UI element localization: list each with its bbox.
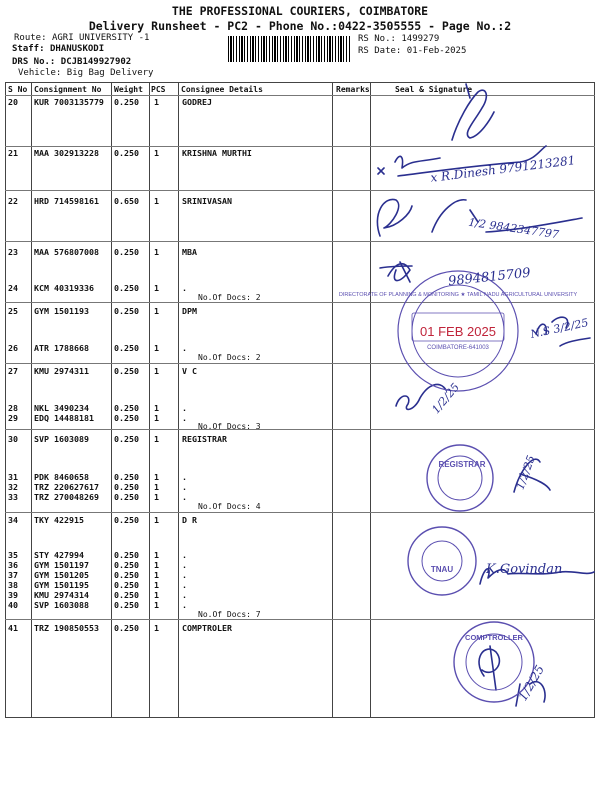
cell-pcs: 1: [154, 366, 159, 376]
comptroller-stamp-text: COMPTROLLER: [465, 633, 523, 642]
cell-pcs: 1: [154, 97, 159, 107]
cell-weight: 0.650: [114, 196, 139, 206]
cell-consignee: DPM: [182, 306, 197, 316]
tnau-stamp: [408, 527, 476, 595]
rs-no-label: RS No.:: [358, 34, 396, 44]
cell-weight: 0.250: [114, 623, 139, 633]
cell-consignment: STY 427994: [34, 550, 84, 560]
cell-sno: 34: [8, 515, 18, 525]
cell-consignment: EDQ 14488181: [34, 413, 94, 423]
vehicle-value: Big Bag Delivery: [66, 68, 154, 78]
cell-weight: 0.250: [114, 306, 139, 316]
route-label: Route:: [14, 33, 47, 43]
cell-sno: 37: [8, 570, 18, 580]
cell-consignee: .: [182, 600, 187, 610]
handwriting-row22: 1/2 9842347797: [467, 215, 560, 242]
cell-consignee: COMPTROLER: [182, 623, 232, 633]
cell-weight: 0.250: [114, 97, 139, 107]
cell-consignee: .: [182, 413, 187, 423]
cell-sno: 29: [8, 413, 18, 423]
cell-weight: 0.250: [114, 434, 139, 444]
cell-consignment: SVP 1603088: [34, 600, 89, 610]
handwriting-row21: x R.Dinesh 9791213281: [429, 153, 577, 185]
dpm-city: COIMBATORE-641003: [427, 345, 489, 351]
cell-pcs: 1: [154, 283, 159, 293]
cell-consignee: D R: [182, 515, 197, 525]
cell-consignment: NKL 3490234: [34, 403, 89, 413]
cell-consignment: KUR 7003135779: [34, 97, 104, 107]
rs-no-value: 1499279: [401, 34, 440, 44]
cell-weight: 0.250: [114, 590, 139, 600]
cell-weight: 0.250: [114, 403, 139, 413]
cell-pcs: 1: [154, 560, 159, 570]
cell-sno: 38: [8, 580, 18, 590]
cell-weight: 0.250: [114, 343, 139, 353]
cell-consignee: V C: [182, 366, 197, 376]
cell-sno: 28: [8, 403, 18, 413]
cell-pcs: 1: [154, 492, 159, 502]
cell-consignee: .: [182, 283, 187, 293]
cell-consignee: .: [182, 570, 187, 580]
cell-sno: 32: [8, 482, 18, 492]
cell-sno: 25: [8, 306, 18, 316]
cell-weight: 0.250: [114, 515, 139, 525]
cell-sno: 35: [8, 550, 18, 560]
vehicle-label: Vehicle:: [18, 68, 62, 78]
cell-consignment: GYM 1501195: [34, 580, 89, 590]
cell-pcs: 1: [154, 623, 159, 633]
col-header-pcs: PCS: [151, 85, 166, 94]
cell-pcs: 1: [154, 148, 159, 158]
cell-pcs: 1: [154, 472, 159, 482]
cell-consignment: ATR 1788668: [34, 343, 89, 353]
cell-consignee: .: [182, 590, 187, 600]
cell-sno: 31: [8, 472, 18, 482]
cell-pcs: 1: [154, 570, 159, 580]
rs-date-label: RS Date:: [358, 46, 402, 56]
tnau-stamp-text: TNAU: [430, 565, 454, 574]
cell-weight: 0.250: [114, 247, 139, 257]
cell-sno: 30: [8, 434, 18, 444]
handwriting-row28: 1/2/25: [429, 380, 463, 417]
dpm-ring-text: DIRECTORATE OF PLANNING & MONITORING ★ TAMIL NADU AGRICULTURAL UNIVERSITY: [338, 292, 578, 298]
drs-value: DCJB149927902: [60, 57, 132, 67]
cell-weight: 0.250: [114, 482, 139, 492]
cell-consignee: .: [182, 492, 187, 502]
col-header-sno: S No: [8, 85, 28, 94]
col-header-weight: Weight: [114, 85, 143, 94]
cell-pcs: 1: [154, 515, 159, 525]
cell-pcs: 1: [154, 550, 159, 560]
cell-pcs: 1: [154, 590, 159, 600]
cell-weight: 0.250: [114, 472, 139, 482]
registrar-stamp: [427, 445, 493, 511]
cell-consignment: HRD 714598161: [34, 196, 99, 206]
cell-consignment: GYM 1501205: [34, 570, 89, 580]
cell-sno: 39: [8, 590, 18, 600]
cell-pcs: 1: [154, 434, 159, 444]
staff-value: DHANUSKODI: [49, 44, 105, 54]
registrar-stamp-text: REGISTRAR: [438, 460, 486, 469]
handwriting-row23: 9894815709: [447, 265, 532, 290]
cell-pcs: 1: [154, 306, 159, 316]
cell-consignment: KMU 2974311: [34, 366, 89, 376]
cell-consignment: TRZ 190850553: [34, 623, 99, 633]
cell-sno: 33: [8, 492, 18, 502]
col-header-consignee: Consignee Details: [181, 85, 263, 94]
cell-sno: 40: [8, 600, 18, 610]
drs-label: DRS No.:: [12, 57, 56, 67]
cell-consignee: .: [182, 580, 187, 590]
cell-weight: 0.250: [114, 366, 139, 376]
cell-pcs: 1: [154, 343, 159, 353]
cell-consignee: REGISTRAR: [182, 434, 227, 444]
cell-weight: 0.250: [114, 560, 139, 570]
cell-consignee: MBA: [182, 247, 197, 257]
cell-weight: 0.250: [114, 570, 139, 580]
signature-row20: [452, 90, 494, 140]
cell-consignee: .: [182, 560, 187, 570]
cell-pcs: 1: [154, 600, 159, 610]
cell-consignment: GYM 1501193: [34, 306, 89, 316]
signature-row23: [388, 262, 410, 282]
cell-consignee: SRINIVASAN: [182, 196, 232, 206]
cell-consignment: MAA 302913228: [34, 148, 99, 158]
cell-weight: 0.250: [114, 580, 139, 590]
cell-sno: 27: [8, 366, 18, 376]
cell-weight: 0.250: [114, 492, 139, 502]
cell-weight: 0.250: [114, 413, 139, 423]
handwriting-row41: 1/2/25: [515, 662, 548, 704]
cell-pcs: 1: [154, 482, 159, 492]
staff-label: Staff:: [12, 44, 45, 54]
cell-consignee: .: [182, 403, 187, 413]
cell-consignment: TKY 422915: [34, 515, 84, 525]
cell-consignment: SVP 1603089: [34, 434, 89, 444]
cell-pcs: 1: [154, 580, 159, 590]
handwriting-row35: K.Govindan: [486, 562, 563, 577]
cell-pcs: 1: [154, 413, 159, 423]
runsheet-subtitle: Delivery Runsheet - PC2 - Phone No.:0422-3505555 - Page No.:2: [88, 19, 512, 33]
cell-sno: 36: [8, 560, 18, 570]
cell-sno: 23: [8, 247, 18, 257]
col-header-consignment: Consignment No: [34, 85, 102, 94]
cell-consignment: KCM 40319336: [34, 283, 94, 293]
docs-count: No.Of Docs: 2: [198, 293, 261, 302]
cell-consignee: .: [182, 343, 187, 353]
cell-sno: 26: [8, 343, 18, 353]
cell-consignee: KRISHNA MURTHI: [182, 148, 252, 158]
col-header-signature: Seal & Signature: [395, 85, 473, 94]
cell-weight: 0.250: [114, 283, 139, 293]
cell-pcs: 1: [154, 247, 159, 257]
cell-consignee: .: [182, 550, 187, 560]
cell-sno: 21: [8, 148, 18, 158]
rs-date-value: 01-Feb-2025: [406, 46, 467, 56]
cell-consignment: MAA 576807008: [34, 247, 99, 257]
docs-count: No.Of Docs: 3: [198, 422, 261, 431]
handwriting-row26: N.S 3/2/25: [529, 316, 590, 341]
cell-pcs: 1: [154, 403, 159, 413]
cell-sno: 20: [8, 97, 18, 107]
col-header-remarks: Remarks: [336, 85, 370, 94]
cell-consignee: .: [182, 472, 187, 482]
cell-consignment: TRZ 270048269: [34, 492, 99, 502]
cell-weight: 0.250: [114, 550, 139, 560]
cell-sno: 41: [8, 623, 18, 633]
docs-count: No.Of Docs: 4: [198, 502, 261, 511]
docs-count: No.Of Docs: 7: [198, 610, 261, 619]
signature-row22: [377, 199, 412, 236]
cell-pcs: 1: [154, 196, 159, 206]
cell-sno: 22: [8, 196, 18, 206]
cell-consignee: .: [182, 482, 187, 492]
cell-weight: 0.250: [114, 600, 139, 610]
cell-consignment: PDK 8460658: [34, 472, 89, 482]
cell-weight: 0.250: [114, 148, 139, 158]
cell-consignment: KMU 2974314: [34, 590, 89, 600]
cell-sno: 24: [8, 283, 18, 293]
dpm-date: 01 FEB 2025: [420, 324, 496, 339]
cell-consignment: TRZ 220627617: [34, 482, 99, 492]
company-title: THE PROFESSIONAL COURIERS, COIMBATORE: [171, 4, 429, 18]
docs-count: No.Of Docs: 2: [198, 353, 261, 362]
signature-row41: [479, 646, 499, 690]
handwriting-row31: 1/2/25: [513, 453, 538, 492]
route-value: AGRI UNIVERSITY -1: [51, 33, 150, 43]
cell-consignee: GODREJ: [182, 97, 212, 107]
cell-consignment: GYM 1501197: [34, 560, 89, 570]
